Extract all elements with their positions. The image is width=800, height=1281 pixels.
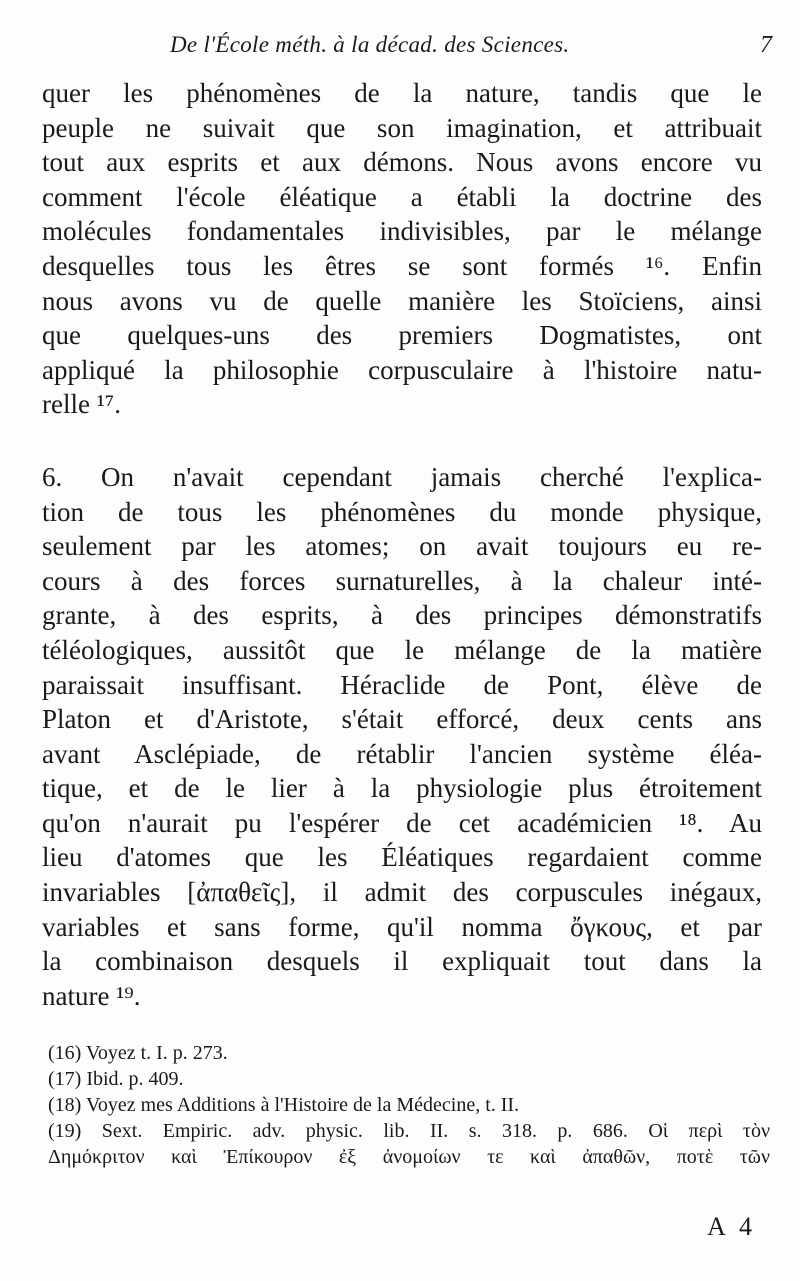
- text-line: nous avons vu de quelle manière les Stoïciens, ainsi: [42, 285, 762, 316]
- text-line: avant Asclépiade, de rétablir l'ancien système éléa-: [42, 738, 762, 769]
- text-line: quer les phénomènes de la nature, tandis que le: [42, 78, 762, 108]
- text-line: téléologiques, aussitôt que le mélange de la matière: [42, 634, 762, 665]
- text-line: nature ¹⁹.: [42, 980, 141, 1011]
- running-head: De l'École méth. à la décad. des Sciences.: [170, 32, 570, 57]
- text-line: appliqué la philosophie corpusculaire à l'histoire natu-: [42, 354, 762, 385]
- footnote-19: (19) Sext. Empiric. adv. physic. lib. II. s. 318. p. 686. Οἱ περὶ τὸν: [48, 1120, 770, 1142]
- footnotes: [48, 1040, 770, 1170]
- text-line: Platon et d'Aristote, s'était efforcé, deux cents ans: [42, 704, 762, 735]
- text-line: comment l'école éléatique a établi la doctrine des: [42, 181, 762, 212]
- text-line: 6. On n'avait cependant jamais cherché l'explica-: [42, 461, 762, 492]
- footnote-16: (16) Voyez t. I. p. 273.: [48, 1042, 228, 1064]
- page-header: [40, 32, 780, 68]
- text-line: la combinaison desquels il expliquait tout dans la: [42, 946, 762, 977]
- paragraph-1: [42, 76, 762, 422]
- text-line: variables et sans forme, qu'il nomma ὄγκους, et par: [42, 911, 762, 942]
- paragraph-gap: [42, 422, 762, 460]
- text-line: invariables [ἀπαθεῖς], il admit des corpuscules inégaux,: [42, 877, 762, 908]
- body-text: [42, 76, 762, 1013]
- text-line: molécules fondamentales indivisibles, par le mélange: [42, 216, 762, 247]
- text-line: tique, et de le lier à la physiologie plus étroitement: [42, 773, 762, 804]
- text-line: paraissait insuffisant. Héraclide de Pont, élève de: [42, 669, 762, 700]
- text-line: desquelles tous les êtres se sont formés ¹⁶. Enfin: [42, 250, 762, 281]
- text-line: que quelques-uns des premiers Dogmatistes, ont: [42, 320, 762, 351]
- footnote-17: (17) Ibid. p. 409.: [48, 1068, 184, 1090]
- text-line: peuple ne suivait que son imagination, et attribuait: [42, 112, 762, 143]
- text-line: tout aux esprits et aux démons. Nous avons encore vu: [42, 147, 762, 178]
- paragraph-2: [42, 460, 762, 1014]
- text-line: cours à des forces surnaturelles, à la chaleur inté-: [42, 565, 762, 596]
- page-number: 7: [760, 32, 772, 58]
- text-line: seulement par les atomes; on avait toujours eu re-: [42, 531, 762, 562]
- text-line: tion de tous les phénomènes du monde physique,: [42, 496, 762, 527]
- printer-signature-mark: A 4: [707, 1212, 756, 1241]
- text-line: relle ¹⁷.: [42, 389, 121, 420]
- text-line: grante, à des esprits, à des principes démonstratifs: [42, 600, 762, 631]
- text-line: qu'on n'aurait pu l'espérer de cet académicien ¹⁸. Au: [42, 807, 762, 838]
- text-line: lieu d'atomes que les Éléatiques regardaient comme: [42, 842, 762, 873]
- footnote-18: (18) Voyez mes Additions à l'Histoire de la Médecine, t. II.: [48, 1094, 520, 1116]
- footnote-19-continuation: Δημόκριτον καὶ Ἐπίκουρον ἐξ ἀνομοίων τε καὶ ἀπαθῶν, ποτὲ τῶν: [48, 1146, 770, 1168]
